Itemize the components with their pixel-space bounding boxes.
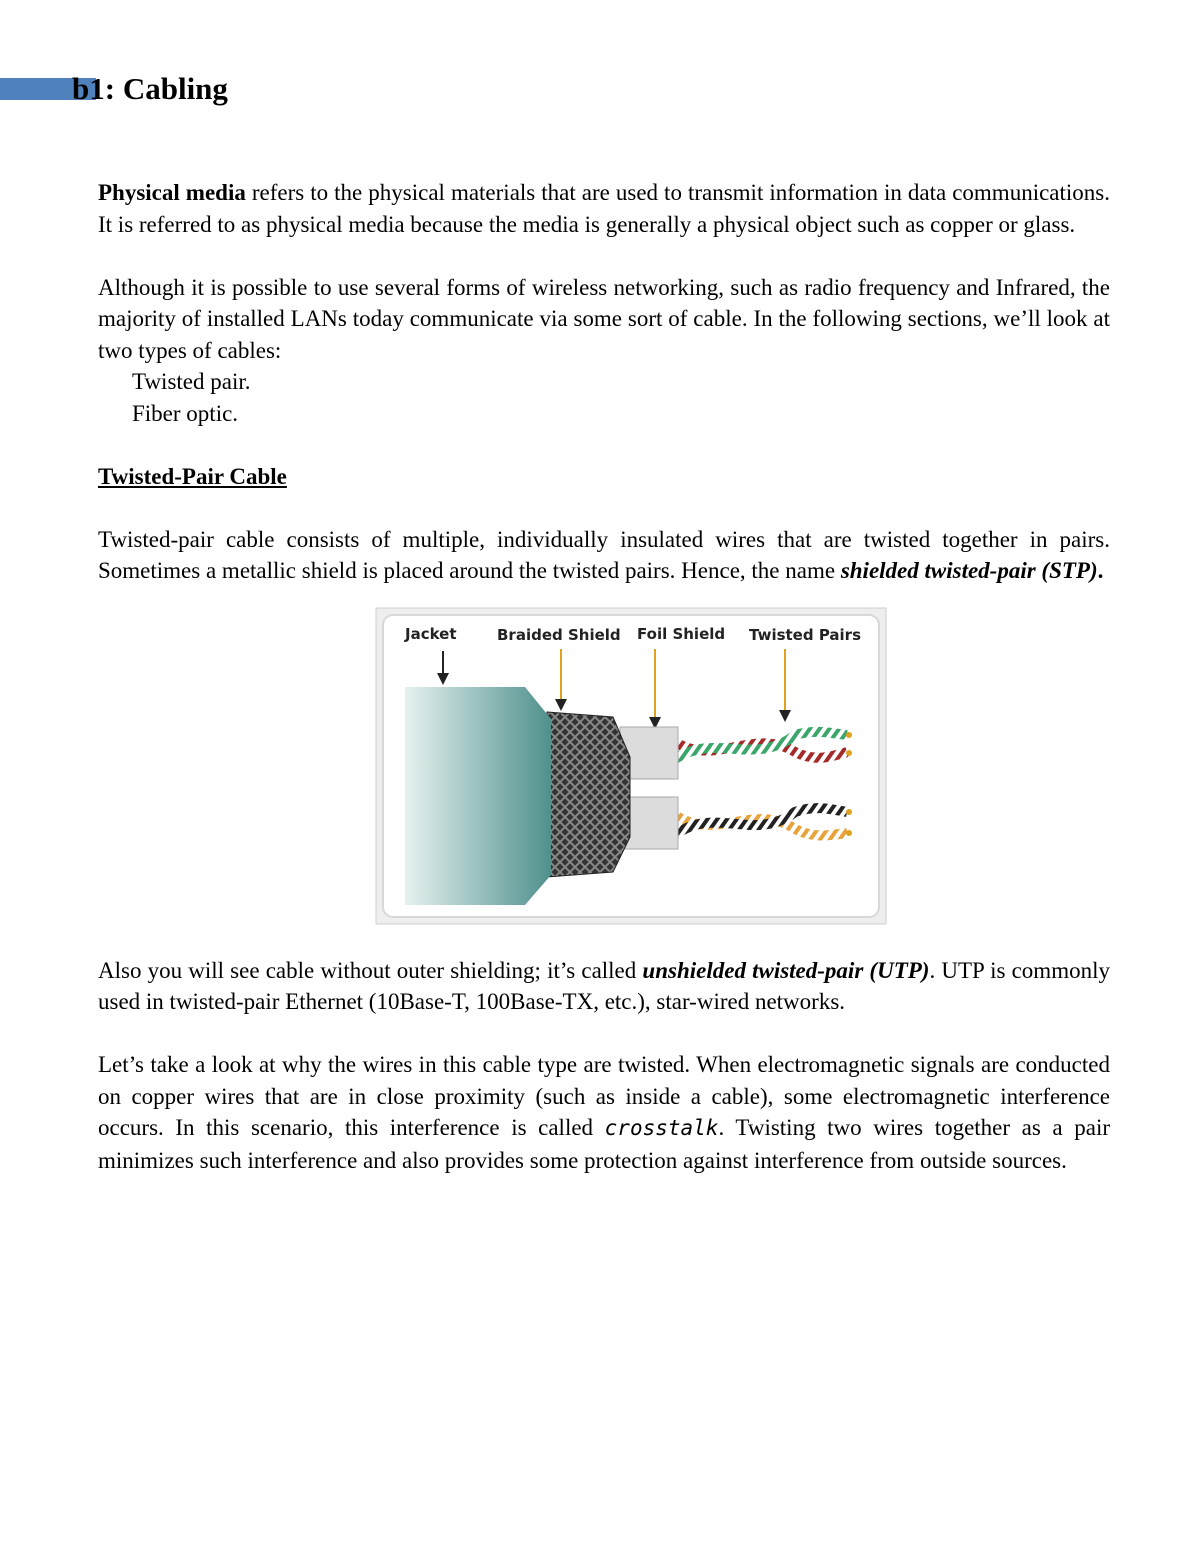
label-twisted-pairs: Twisted Pairs	[749, 625, 861, 644]
paragraph-physical-media: Physical media refers to the physical materials that are used to transmit information in data communications. It is referred to as physical media because the media is generally a physical object such as copper or glass.	[98, 180, 1110, 237]
label-foil-shield: Foil Shield	[637, 624, 726, 643]
label-braided-shield: Braided Shield	[497, 625, 621, 644]
cable-diagram-svg	[375, 607, 887, 925]
paragraph-utp: Also you will see cable without outer shielding; it’s called unshielded twisted-pair (UTP). UTP is commonly used in twisted-pair Ethernet (10Base-T, 100Base-TX, etc.), star-wired networks.	[98, 957, 1110, 1014]
page-title: b1: Cabling	[72, 71, 228, 106]
paragraph-crosstalk: Let’s take a look at why the wires in this cable type are twisted. When electromagnetic signals are conducted on copper wires that are in close proximity (such as inside a cable), some electromagnetic interference occurs. In this scenario, this interference is called crosstalk. Twisting two wires together as a pair minimizes such interference and also provides some protection against interference from outside sources.	[98, 1052, 1110, 1173]
paragraph-stp: Twisted-pair cable consists of multiple, individually insulated wires that are twisted together in pairs. Sometimes a metallic shield is placed around the twisted pairs. Hence, the name shielded twisted-pair (STP).	[98, 526, 1110, 583]
paragraph-wireless: Although it is possible to use several forms of wireless networking, such as radio frequency and Infrared, the majority of installed LANs today communicate via some sort of cable. In the following sections, we’ll look at two types of cables:	[98, 274, 1110, 363]
braided-shield	[547, 712, 630, 877]
list-item: Fiber optic.	[132, 400, 239, 426]
cable-diagram	[375, 607, 887, 925]
section-heading: Twisted-Pair Cable	[98, 463, 287, 489]
jacket	[405, 687, 551, 905]
label-jacket: Jacket	[405, 624, 457, 643]
document-body	[98, 177, 1110, 1176]
list-item: Twisted pair.	[132, 369, 251, 394]
